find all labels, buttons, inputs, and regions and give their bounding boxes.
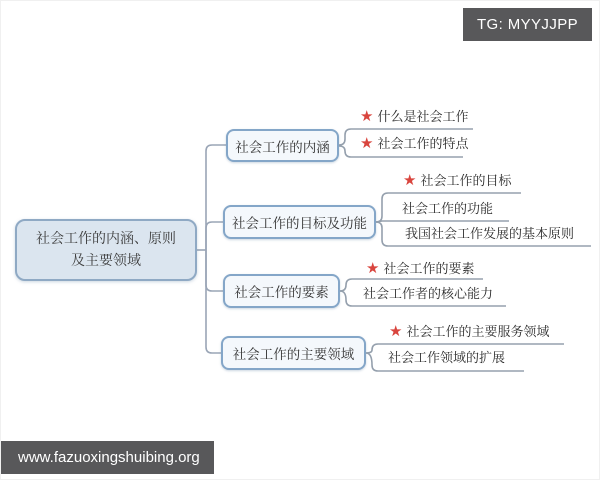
star-icon: ★ xyxy=(360,135,374,152)
branch-node-main-areas[interactable]: 社会工作的主要领域 xyxy=(221,336,366,370)
leaf-node[interactable] xyxy=(402,199,493,219)
leaf-label: 社会工作者的核心能力 xyxy=(363,286,494,301)
leaf-node[interactable] xyxy=(360,134,468,154)
leaf-label: 社会工作的要素 xyxy=(383,261,475,276)
leaf-node[interactable] xyxy=(360,107,468,127)
tg-watermark-badge: TG: MYYJJPP xyxy=(463,8,592,41)
leaf-node[interactable] xyxy=(403,171,511,191)
leaf-node[interactable] xyxy=(389,322,549,342)
star-icon: ★ xyxy=(366,260,380,277)
leaf-node[interactable] xyxy=(366,259,474,279)
leaf-label: 社会工作的特点 xyxy=(377,136,469,151)
leaf-node[interactable] xyxy=(405,224,574,244)
star-icon: ★ xyxy=(389,323,403,340)
website-watermark: www.fazuoxingshuibing.org xyxy=(1,441,214,474)
root-node-label: 社会工作的内涵、原则及主要领域 xyxy=(36,230,176,268)
leaf-label: 社会工作的主要服务领域 xyxy=(406,324,550,339)
leaf-label: 社会工作的目标 xyxy=(420,173,512,188)
leaf-node[interactable] xyxy=(363,284,493,304)
branch-node-connotation[interactable]: 社会工作的内涵 xyxy=(226,129,339,162)
leaf-label: 我国社会工作发展的基本原则 xyxy=(405,226,575,241)
leaf-label: 社会工作领域的扩展 xyxy=(388,350,506,365)
branch-node-goals-functions[interactable]: 社会工作的目标及功能 xyxy=(223,205,376,239)
star-icon: ★ xyxy=(360,108,374,125)
star-icon: ★ xyxy=(403,172,417,189)
branch-node-elements[interactable]: 社会工作的要素 xyxy=(223,274,340,308)
leaf-label: 什么是社会工作 xyxy=(377,109,469,124)
leaf-node[interactable] xyxy=(388,348,505,368)
leaf-label: 社会工作的功能 xyxy=(402,201,494,216)
root-node[interactable] xyxy=(15,219,197,281)
